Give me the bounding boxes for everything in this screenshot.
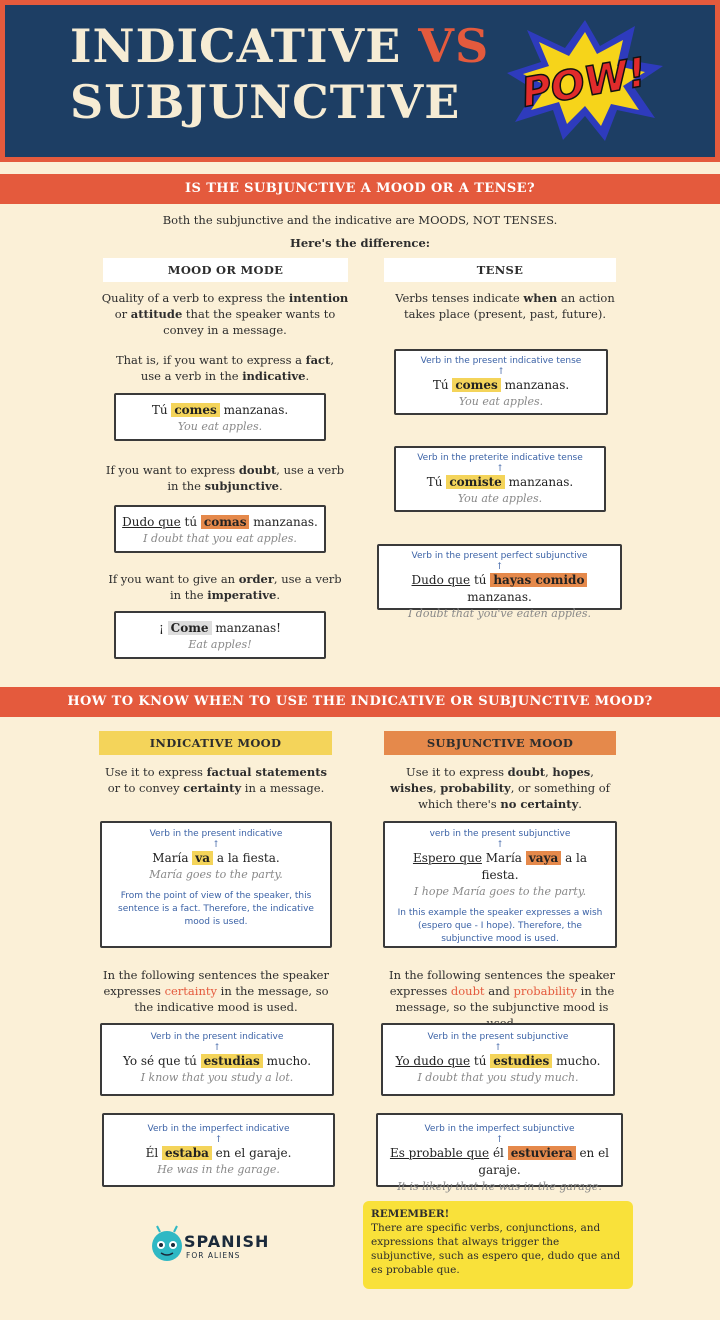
page-title — [70, 18, 490, 130]
indicative-example-present: Verb in the present indicative ↑ Yo sé que tú estudias mucho. I know that you study a lot. — [100, 1023, 334, 1096]
mood-example-imperative: ¡ Come manzanas! Eat apples! — [114, 611, 326, 659]
logo — [148, 1222, 308, 1266]
logo-subtitle: FOR ALIENS — [186, 1251, 241, 1260]
mood-doubt-text: If you want to express doubt, use a verb in the subjunctive. — [105, 463, 345, 493]
mood-fact-text: That is, if you want to express a fact, use a verb in the indicative. — [115, 353, 335, 383]
tense-label: TENSE — [384, 258, 616, 282]
tense-description: Verbs tenses indicate when an action takes place (present, past, future). — [395, 291, 615, 321]
indicative-example-imperfect: Verb in the imperfect indicative ↑ Él estaba en el garaje. He was in the garage. — [102, 1113, 335, 1187]
remember-note — [363, 1201, 633, 1289]
mood-order-text: If you want to give an order, use a verb in the imperative. — [108, 572, 342, 602]
section2-banner: HOW TO KNOW WHEN TO USE THE INDICATIVE OR SUBJUNCTIVE MOOD? — [0, 687, 720, 717]
section1-intro2: Here's the difference: — [289, 236, 431, 250]
tense-example-preterite: Verb in the preterite indicative tense ↑ Tú comiste manzanas. You ate apples. — [394, 446, 606, 512]
tense-example-perfect-subjunctive: Verb in the present perfect subjunctive ↑ Dudo que tú hayas comido manzanas. I doubt that you've eaten apples. — [377, 544, 622, 610]
indicative-example-main: Verb in the present indicative ↑ María va a la fiesta. María goes to the party. From the point of view of the speaker, this sentence is a fact. Therefore, the indicative mood is used. — [100, 821, 332, 948]
section1-intro: Both the subjunctive and the indicative are MOODS, NOT TENSES. — [162, 213, 558, 227]
subjunctive-description: Use it to express doubt, hopes, wishes, probability, or something of which there's no certainty. — [390, 765, 610, 811]
subjunctive-example-present: Verb in the present subjunctive ↑ Yo dudo que tú estudies mucho. I doubt that you study much. — [381, 1023, 615, 1096]
pow-burst-icon — [505, 18, 665, 143]
remember-body: There are specific verbs, conjunctions, and expressions that always trigger the subjunctive, such as espero que, dudo que and es probable que. — [371, 1222, 621, 1276]
indicative-description: Use it to express factual statements or to convey certainty in a message. — [104, 765, 328, 795]
section1-banner: IS THE SUBJUNCTIVE A MOOD OR A TENSE? — [0, 174, 720, 204]
indicative-label: INDICATIVE MOOD — [99, 731, 332, 755]
title-indicative: INDICATIVE — [70, 19, 419, 73]
indicative-followup: In the following sentences the speaker expresses certainty in the message, so the indicative mood is used. — [103, 968, 329, 1014]
pow-text: POW! — [518, 49, 651, 117]
logo-name: SPANISH — [184, 1232, 270, 1251]
subjunctive-label: SUBJUNCTIVE MOOD — [384, 731, 616, 755]
mood-example-subjunctive: Dudo que tú comas manzanas. I doubt that you eat apples. — [114, 505, 326, 553]
mood-description: Quality of a verb to express the intention or attitude that the speaker wants to convey in a message. — [101, 291, 349, 337]
title-vs: VS — [418, 19, 490, 73]
alien-icon — [148, 1224, 186, 1264]
subjunctive-followup: In the following sentences the speaker expresses doubt and probability in the message, so the subjunctive mood is — [389, 968, 615, 1014]
title-subjunctive: SUBJUNCTIVE — [70, 75, 461, 129]
subjunctive-example-main: verb in the present subjunctive ↑ Espero que María vaya a la fiesta. I hope María goes to the party. In this example the speaker expresses a wish (espero que - I hope). Therefore, the subjunctive mood is used. — [383, 821, 617, 948]
mood-example-indicative: Tú comes manzanas. You eat apples. — [114, 393, 326, 441]
remember-title: REMEMBER! — [371, 1208, 450, 1220]
mood-label: MOOD OR MODE — [103, 258, 348, 282]
subjunctive-example-imperfect: Verb in the imperfect subjunctive ↑ Es probable que él estuviera en el garaje. It is likely that he was in the garage. — [376, 1113, 623, 1187]
tense-example-present: Verb in the present indicative tense ↑ Tú comes manzanas. You eat apples. — [394, 349, 608, 415]
